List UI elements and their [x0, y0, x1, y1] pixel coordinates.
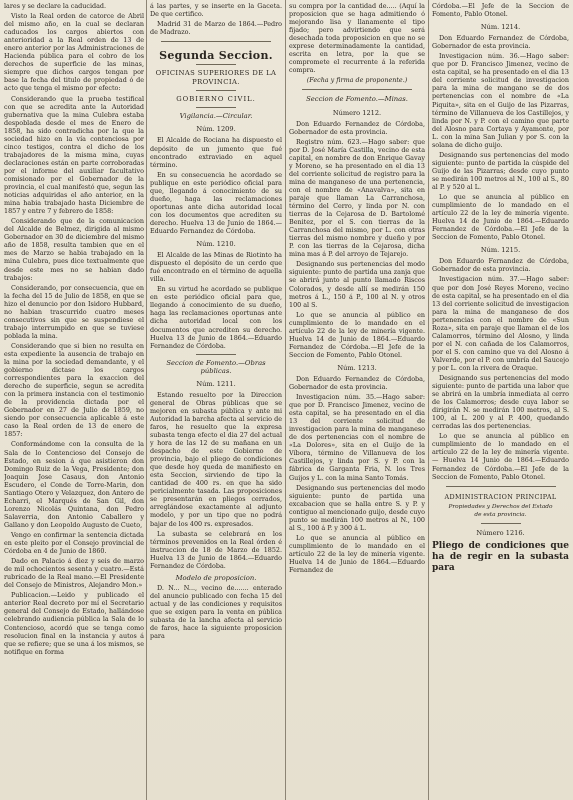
section-title: Segunda Seccion.: [159, 49, 273, 63]
paragraph: Investigacion núm. 35.—Hago saber: que por D. Francisco Jimenez, vecino de esta capital, se ha presentado en el dia 13 del corriente solicitud de investigacion para la mina de manganeso de dos pertenencias con el nombre de «La Dolores», sita en el Guijo de la Víbora, término de Villanueva de los Castillejos, y linda por S. y P. con la fábrica de Garganta Fria, N. los Tres Guijos y L. con la mina Santo Tomás.: [289, 393, 425, 482]
divider: [196, 107, 236, 108]
signature-line: (Fecha y firma de proponente.): [306, 76, 408, 85]
column-4: [432, 2, 569, 796]
paragraph: En su consecuencia he acordado se publique en este periódico oficial para que, llegando á conocimiento de su dueño, haga las reclamaciones oportunas ante dicha autoridad local con los documentos que acrediten su derecho. Huelva 13 de Junio de 1864.—Eduardo Fernandez de Córdoba.: [150, 170, 282, 235]
paragraph: Considerando que de la comunicacion del Alcalde de Belmez, dirigida al mismo Gobernador en 30 de diciembre del mismo año de 1858, resulta tambien que en el mes de Marzo se habia trabajado en la mina Culebra, pues dice textualmente que desde este mes no se habian dado trabajos:: [4, 217, 144, 282]
paragraph: á las partes, y se inserte en la Gaceta. De que certifico.: [150, 2, 282, 19]
paragraph: Don Eduardo Fernandez de Córdoba, Gobernador de esta provincia.: [432, 257, 569, 274]
paragraph: Visto la Real orden de catorce de Abril del mismo año, en la cual se declaran caducados los cargos abiertos con anterioridad a la Real orden de 13 de enero anterior por las Administraciones de Hacienda pública para el cobro de los derechos de superficie de las minas, siempre que dichos cargos tengan por base la fecha del titulo de propiedad ó de acto que tenga el mismo por efecto:: [4, 12, 144, 93]
paragraph: Designando sus pertenencias del modo siguiente: punto de partida una zanja que se abrirá junto al punto llamado Riscos Colorados, y desde allí se medirán 150 metros á L., 150 á P., 100 al N. y otros 100 al S.: [289, 260, 425, 309]
paragraph: Madrid 31 de Marzo de 1864.—Pedro de Madrazo.: [150, 20, 282, 37]
administration-heading: ADMINISTRACION PRINCIPAL: [444, 492, 557, 501]
paragraph: lares y se declare la caducidad.: [4, 2, 107, 10]
paragraph: Lo que se anuncia al público en cumplimiento de lo mandado en el artículo 22 de la ley de minería vigente. — Huelva 14 Junio de 1864.—Eduardo Fernandez de Córdoba.—El Jefe de la Seccion de Fomento, Pablo Otonel.: [432, 432, 569, 481]
paragraph: Lo que se anuncia al público en cumplimiento de lo mandado en el artículo 22 de la ley de minería vigente. Huelva 14 de Junio de 1864.—Eduardo Fernandez de Córdoba.—El Jefe de la Seccion de Fomento, Pablo Otonel.: [289, 310, 425, 359]
section-subtitle: OFICINAS SUPERIORES DE LA: [155, 69, 277, 78]
paragraph: Lo que se anuncia al público en cumplimiento de lo mandado en el artículo 22 de la ley de minería vigente. Huelva 14 de Junio de 1864.—Eduardo Fernandez de Córdoba.—El Jefe de la Seccion de Fomento, Pablo Otonel.: [432, 193, 569, 242]
paragraph: Don Eduardo Fernandez de Córdoba, Gobernador de esta provincia.: [432, 34, 569, 51]
tender-heading: Pliego de condiciones que ha de regir en la subasta para: [432, 540, 569, 573]
divider: [446, 486, 556, 487]
notice-number: Núm. 1214.: [480, 23, 521, 32]
paragraph: Designando sus pertenencias del modo siguiente: punto de partida la cúspide del Guijo de las Pizarras; desde cuyo punto se medirán 100 metros al N., 100 al S., 80 al P. y 520 al L.: [432, 150, 569, 191]
administration-subheading: de esta provincia.: [474, 511, 527, 518]
divider: [161, 41, 271, 42]
paragraph: Lo que se anuncia al público en cumplimiento de lo mandado en el artículo 22 de la ley de minería vigente. Huelva 14 de Junio de 1864.—Eduardo Fernandez de: [289, 533, 425, 575]
paragraph: Córdoba.—El Jefe de la Seccion de Fomento, Pablo Otonel.: [432, 2, 569, 19]
paragraph: Investigacion núm. 36.—Hago saber: que por D. Francisco Jimenez, vecino de esta capital, se ha presentado en el dia 13 del corriente solicitud de investigacion para la mina de mangano se de dos pertenencias con el nombre de «La Piquita», sita en el Guijo de las Pizarras, término de Villanueva de los Castillejos, y linda por N. y P. con el camino que parte del Alosno para Cortaya y Ayamonte, por L. con la mina San Julian y por S. con la solana de dicho guijo.: [432, 52, 569, 149]
section-subtitle: PROVINCIA.: [192, 78, 240, 87]
paragraph: El Alcalde de las Minas de Riotinto ha dispuesto el depósito de un cerdo que fué encontrado en el término de aquella villa.: [150, 251, 282, 284]
subsection-heading: Seccion de Fomento.—Minas.: [306, 95, 408, 104]
administration-subheading: Propiedades y Derechos del Estado: [448, 503, 553, 510]
paragraph: Don Eduardo Fernandez de Córdoba, Gobernador de esta provincia.: [289, 374, 425, 392]
paragraph: su compra por la cantidad de..... (Aquí la proposicion que se haga admitiendo ó mejorando lisa y llanamente el tipo fijado; pero advirtiendo que será desechada toda proposicion en que no se exprese determinadamente la cantidad, escrita en letra, por la que se compromete el recurrente á la referida compra.: [289, 2, 425, 75]
paragraph: Considerando, por consecuencia, que en la fecha del 15 de Julio de 1858, en que se hizo el denuncio por don Isidoro Hubbard, no habian trascurrido cuatro meses consecutivos sin que se suspendiese el trabajo interrumpido en que se tuviese poblada la mina.: [4, 283, 144, 340]
divider: [196, 90, 236, 91]
column-rule: [285, 0, 286, 800]
subsection-heading: Vigilancia.—Circular.: [179, 112, 253, 121]
divider: [196, 64, 236, 65]
paragraph: Don Eduardo Fernandez de Córdoba, Gobernador de esta provincia.: [289, 119, 425, 136]
column-1: [4, 2, 144, 796]
divider: [481, 523, 521, 524]
paragraph: Dado en Palacio á diez y seis de marzo de mil ochocientos sesenta y cuatro.—Está rubricado de la Real mano.—El Presidente del Consejo de Ministros, Alejandro Mon.»: [4, 557, 144, 590]
paragraph: En su virtud he acordado se publique en este periódico oficial para que, llegando á conocimiento de su dueño, haga las reclamaciones oportunas ante dicha autoridad local con los documentos que acrediten su derecho. Huelva 13 de Junio de 1864.—Eduardo Fernandez de Córdoba.: [150, 285, 282, 350]
paragraph: Investigacion núm. 37.—Hago saber: que por don José Reyes Moreno, vecino de esta capital, se ha presentado en el dia 13 del corriente solicitud de investigacion para la mina de manganeso de dos pertenencias con el nombre de «Sun Roza», sita en paraje que llaman el de los Calamorros, término del Alosno, y linda por el N. con cañada de los Calamorros, por el S. con camino que va del Alosno á Valverde, por el P. con umbría del Saucejo y por L. con la rivera de Oraque.: [432, 275, 569, 372]
column-rule: [428, 0, 429, 800]
notice-number: Núm. 1215.: [480, 246, 521, 255]
paragraph: El Alcalde de Rociana ha dispuesto el depósito de un jumento que fué encontrado extraviado en aquel término.: [150, 136, 282, 169]
office-heading: GOBIERNO CIVIL.: [176, 95, 256, 104]
paragraph: Estando resuelto por la Direccion general de Obras públicas que se mejoren en subasta pública y ante mi Autoridad la barcha afecta al servicio de faros, he resuelto que la expresa subasta tenga efecto el dia 27 del actual y hora de las 12 de su mañana en un despacho de este Gobierno de provincia, bajo el pliego de condiciones que desde hoy queda de manifiesto en esta Seccion, sirviendo de tipo la cantidad de 400 rs. en que ha sido pericialmente tasada. Las proposiciones se presentarán en pliegos cerrados, arreglándose exactamente al adjunto modelo, y por un tipo que no podrá bajar de los 400 rs. expresados.: [150, 390, 282, 528]
notice-number: Núm. 1210.: [196, 240, 236, 249]
paragraph: Publicacion.—Leido y publicado el anterior Real decreto por mí el Secretario general del Consejo de Estado, hallándose celebrando audiencia pública la Sala de lo Contencioso, acordó que se tenga como resolucion final en la instancia y autos á que se refiere; que se una á los mismos, se notifique en forma: [4, 591, 144, 656]
notice-number: Núm. 1211.: [196, 379, 236, 388]
column-rule: [146, 0, 147, 800]
paragraph: D. N... N..., vecino de....... enterado del anuncio publicado con fecha 15 del actual y de las condiciones y requisitos que se exigen para la venta en pública subasta de la lancha afecta al servicio de faros, hace la siguiente proposicion para: [150, 583, 282, 641]
column-3: [289, 2, 425, 796]
notice-number: Número 1212.: [332, 108, 382, 117]
notice-number: Número 1216.: [476, 528, 525, 537]
subsection-heading: Seccion de Fomento.—Obras públicas.: [166, 358, 266, 375]
paragraph: Designando sus pertenencias del modo siguiente: punto de partida una labor que se abrirá en la umbría inmediata al cerro de los Calamorros; desde cuya labor se dirigirán N. se medirán 100 metros, al S. 100, al L. 200 y al P. 400, quedando cerradas las dos pertenencias.: [432, 374, 569, 431]
paragraph: Conformándome con la consulta de la Sala de lo Contencioso del Consejo de Estado, en sesion á que asistieron don Domingo Ruiz de la Vega, Presidente; don Joaquin Jose Casaus, don Antonio Escudero, el Conde de Torre-Marin, don Santiago Otero y Velazquez, don Antero de Echarri, el Marqués de San Gil, don Lorenzo Nicolás Quintana, don Pedro Salaverria, don Antonio Caballero y Gallano y don Leopoldo Augusto de Cueto,: [4, 440, 144, 529]
notice-number: Núm. 1213.: [337, 363, 377, 372]
paragraph: Considerando que si bien no resulta en esta expediente la ausencia de trabajo en la mina por la sociedad demandante, y el gobierno dictase los cargos correspondientes para la exaccion del derecho de superficie, segun se acredita con la primera instancia con el testimonio de la providencia dictada por el Gobernador en 27 de Julio de 1859, no siendo por consecuencia aplicable á este caso la Real orden de 13 de enero de 1857:: [4, 341, 144, 439]
paragraph: Considerando que la prueba testifical con que se acredita ante la Autoridad gubernativa que la mina Culebra estaba despoblada desde el mes de Enero de 1858, ha sido contradicha por la que la sociedad hizo en la vía contenciosa por cinco testigos, contra el dicho de los trabajadores de la misma mina, cuyas declaraciones están en parte corroboradas por el informe del auxiliar facultativo comisionado por el Gobernador de la provincia, el cual manifestó que, segun las noticias adquiridas el año anterior, en la mina habia trabajado hasta Diciembre de 1857 y entre 7 y febrero de 1858:: [4, 94, 144, 216]
divider: [196, 354, 236, 355]
paragraph: Designando sus pertenencias del modo siguiente: punto de partida una excabacion que se halla entre S. y P. y contiguo al mencionado guijo, desde cuyo punto se medirán 100 metros al N., 100 al S., 100 á P. y 300 á L.: [289, 483, 425, 532]
notice-number: Núm. 1209.: [196, 125, 236, 134]
model-heading: Modelo de proposicion.: [175, 573, 257, 582]
column-2: [150, 2, 282, 796]
paragraph: Vengo en confirmar la sentencia dictada en este pleito por el Consejo provincial de Córdoba en 4 de Junio de 1860.: [4, 531, 144, 556]
paragraph: La subasta se celebrará en los términos prevenidos en la Real órden é instruccion de 18 de Marzo de 1852. Huelva 13 de Junio de 1864.—Eduardo Fernandez de Córdoba.: [150, 529, 282, 570]
divider: [302, 89, 412, 90]
paragraph: Registro núm. 623.—Hago saber: que por D. José María Castilla, vecino de esta capital, en nombre de don Enrique Gavay y Moreno, se ha presentado en el dia 13 del corriente solicitud de registro para la mina de manganeso de una pertenencia, con el nombre de «Anavalva», sita en paraje que llaman La Carranchosa, término del Cerro, y linda por N. con tierras de la Cejarosa de D. Bartolomé Benitez, por el S. con tierras de la Carranchosa del mismo, por L. con otras tierras del mismo nombre y dueño y por P. con las tierras de la Cejarosa, dicha mina mas á P. del arroyo de Tejarejo.: [289, 137, 425, 259]
